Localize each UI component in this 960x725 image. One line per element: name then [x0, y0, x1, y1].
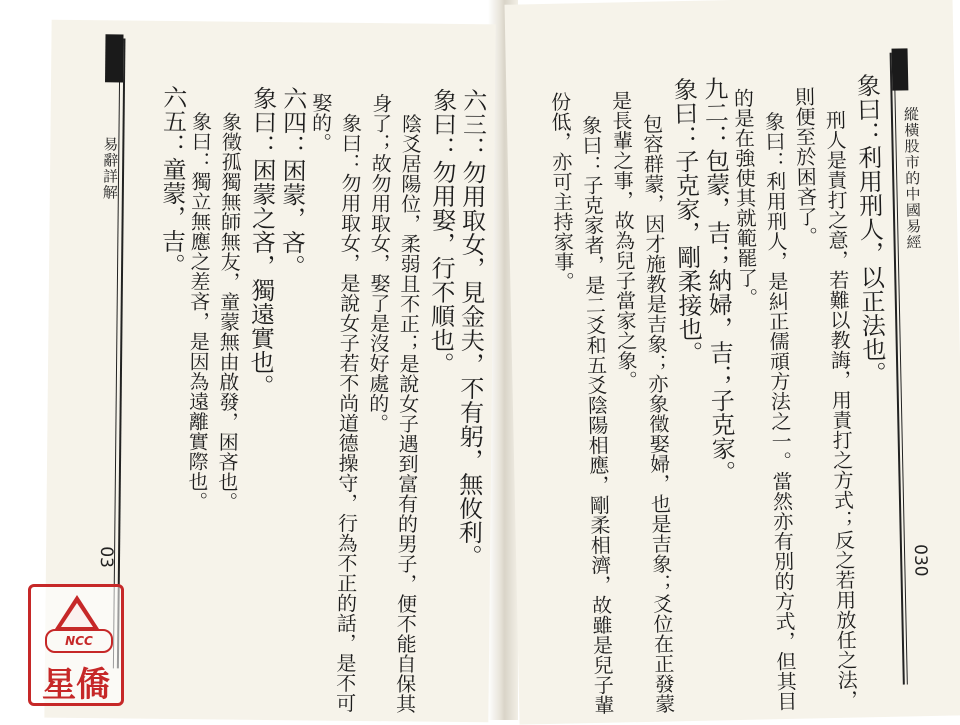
- watermark-ncc: NCC: [45, 629, 113, 653]
- right-page-number: 030: [909, 543, 931, 577]
- watermark-name: 星僑: [42, 665, 110, 705]
- right-page-column: 包容群蒙，因才施教是吉象；亦象徵娶婦，也是吉象；爻位在正發蒙: [639, 113, 676, 714]
- left-page-column: 象徵孤獨無師無友，童蒙無由啟發，困吝也。: [214, 111, 243, 512]
- left-page-column: 六四：困蒙，吝。: [276, 86, 307, 279]
- left-page-number: 03: [95, 546, 117, 569]
- right-page-column: 則便至於困吝了。: [791, 86, 819, 247]
- left-page-column: 娶的。: [308, 92, 333, 153]
- left-page-column: 象曰：勿用取女，是說女子若不尚道德操守，行為不正的話，是不可: [332, 112, 363, 713]
- left-page-column: 六三：勿用取女，見金夫，不有躬，無攸利。: [453, 87, 487, 569]
- left-page-column: 六五：童蒙，吉。: [156, 84, 187, 278]
- right-page-column: 象曰：利用刑人，是糾正儒頑方法之一。當然亦有別的方式，但其目: [761, 110, 798, 712]
- right-page-column: 的是在強使其就範罷了。: [730, 87, 759, 309]
- right-page-column: 象曰：子克家者，是二爻和五爻陰陽相應，剛柔相濟，故雖是兒子輩: [578, 114, 615, 716]
- left-page-column: 象曰：困蒙之吝，獨遠實也。: [245, 85, 277, 399]
- right-corner-tab: [892, 48, 909, 90]
- left-running-head: 易辭詳解: [100, 136, 120, 201]
- right-page-column: 刑人是責打之意，若難以教誨，用責打之方式；反之若用放任之法，: [822, 109, 859, 711]
- right-page-column: 是長輩之事，故為兒子當家之象。: [608, 90, 639, 391]
- right-running-head: 縱橫股市的中國易經: [901, 106, 923, 251]
- right-page: [505, 0, 960, 725]
- left-page-column: 象曰：獨立無應之差吝，是因為遠離實際也。: [184, 111, 213, 512]
- right-page-column: 象曰：子克家，剛柔接也。: [669, 76, 704, 366]
- right-page-column: 象曰：利用刑人，以正法也。: [852, 72, 887, 386]
- left-page-column: 身了；故勿用取女，娶了是沒好處的。: [365, 93, 393, 434]
- right-page-column: 九二：包蒙，吉；納婦，吉；子克家。: [699, 76, 737, 485]
- left-page-column: 陰爻居陽位，柔弱且不正；是說女子遇到富有的男子，便不能自保其: [392, 113, 423, 714]
- left-page-column: 象曰：勿用娶，行不順也。: [425, 87, 457, 376]
- watermark-stamp: [28, 584, 124, 706]
- right-page-column: 份低，亦可主持家事。: [547, 91, 576, 292]
- left-corner-tab: [105, 34, 124, 82]
